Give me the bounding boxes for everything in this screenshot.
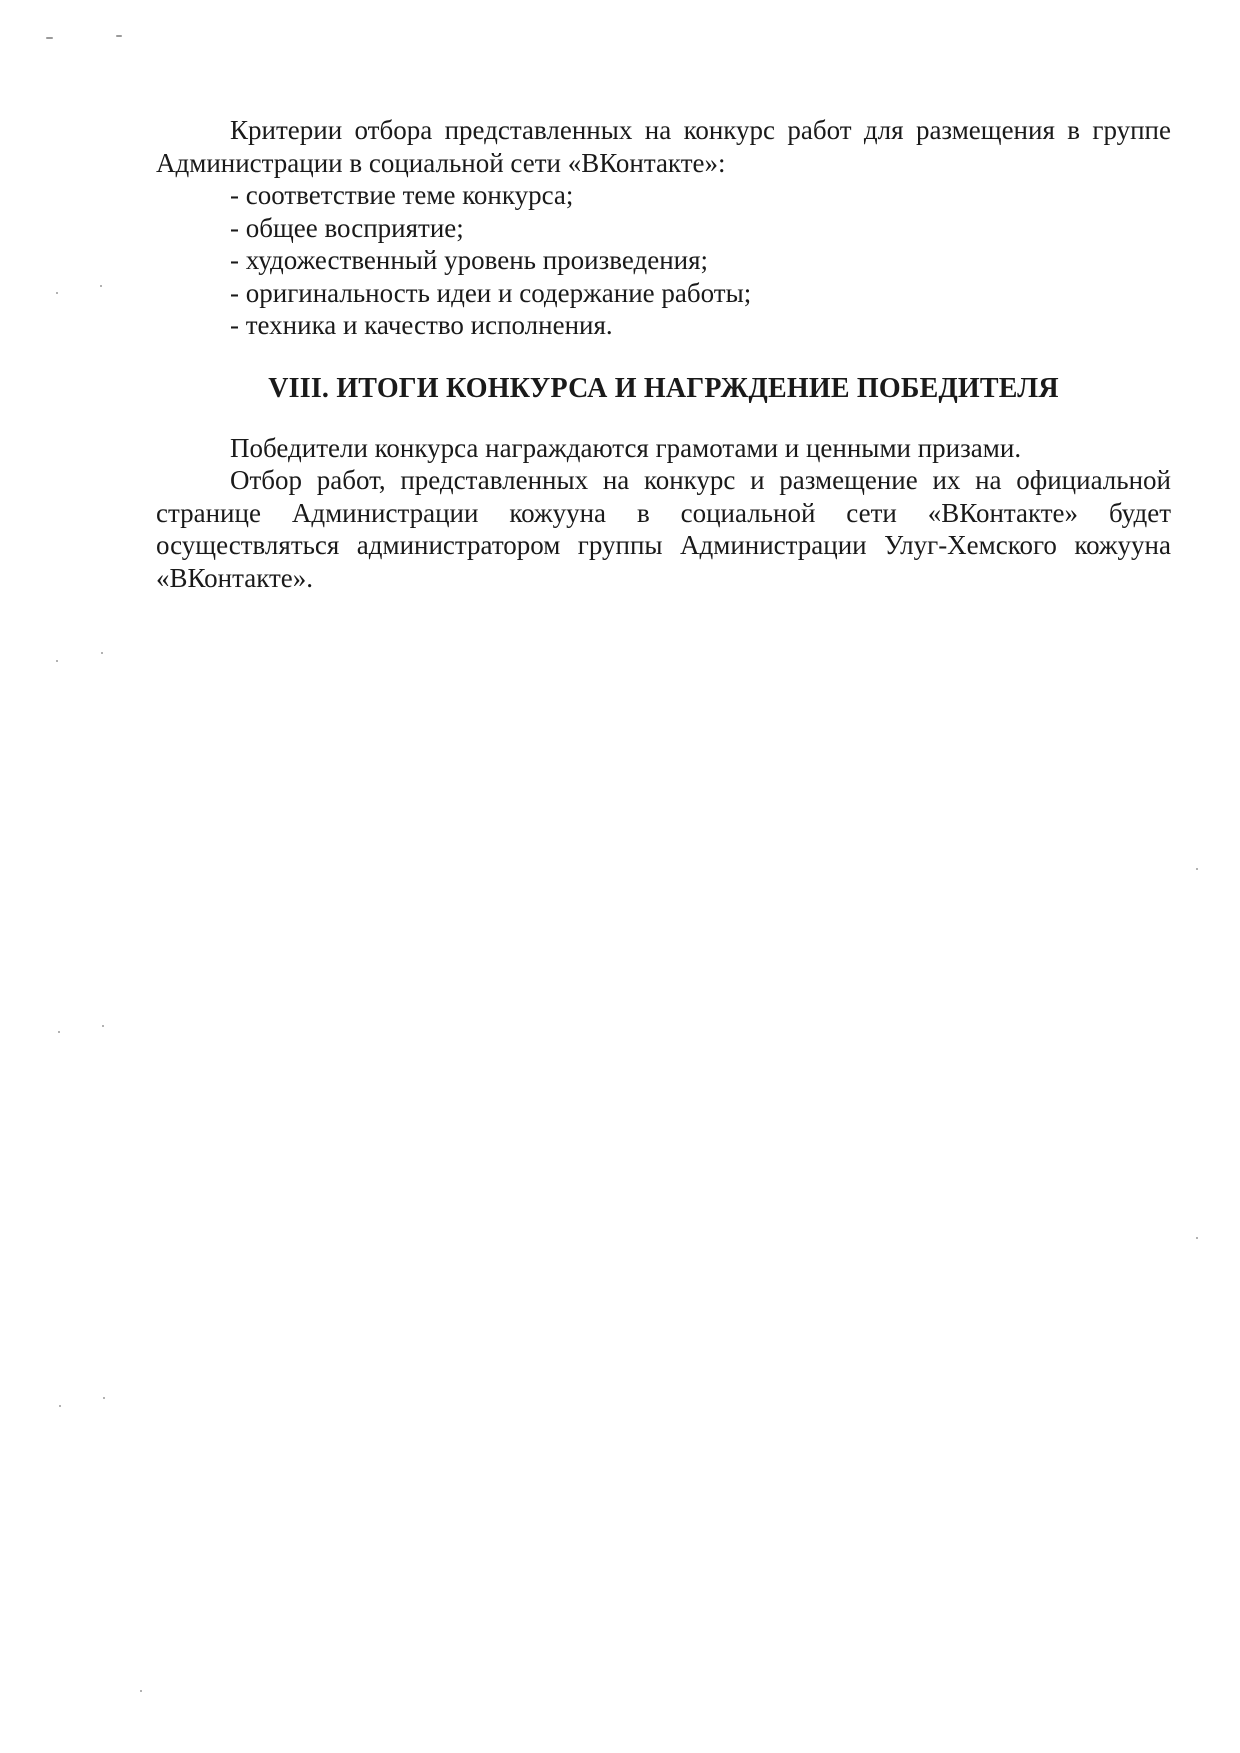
scan-speck [59, 1405, 61, 1407]
scan-speck [46, 37, 53, 39]
criteria-item: - техника и качество исполнения. [230, 310, 613, 340]
criteria-item: - оригинальность идеи и содержание работы; [230, 277, 752, 308]
scan-speck [116, 35, 122, 37]
criteria-intro: Критерии отбора представленных на конкурс работ для размещения в группе Администрации в социальной сети «ВКонтакте»: [156, 115, 1171, 178]
scan-speck [58, 1031, 60, 1033]
scan-speck [1196, 1237, 1198, 1239]
scan-speck [140, 1690, 142, 1692]
scan-speck [100, 285, 102, 287]
section-heading: VIII. ИТОГИ КОНКУРСА И НАГРЖДЕНИЕ ПОБЕДИТЕЛЯ [268, 372, 1059, 404]
selection-paragraph: Отбор работ, представленных на конкурс и размещение их на официальной странице Администрации кожууна в социальной сети «ВКонтакте» будет осуществляться администратором группы Администрации Улуг-Хемского кожууна «ВКонтакте». [156, 465, 1171, 593]
criteria-list [156, 179, 1171, 342]
scan-speck [1196, 868, 1198, 870]
criteria-item: - соответствие теме конкурса; [230, 180, 574, 210]
criteria-item: - общее восприятие; [230, 212, 464, 243]
document-body [156, 114, 1171, 594]
scan-speck [101, 652, 103, 654]
scan-speck [56, 292, 58, 294]
winners-paragraph: Победители конкурса награждаются грамотами и ценными призами. [230, 432, 1022, 463]
criteria-item: - художественный уровень произведения; [230, 245, 709, 275]
scan-speck [103, 1397, 105, 1399]
scan-speck [56, 660, 58, 662]
scan-speck [102, 1025, 104, 1027]
